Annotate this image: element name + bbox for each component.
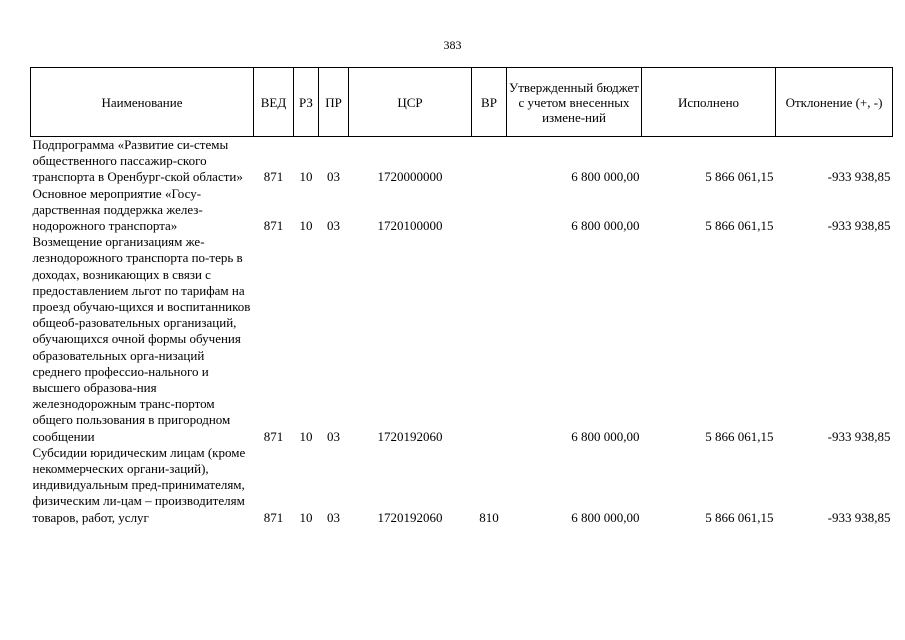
table-row [31,234,893,445]
row-deviation: -933 938,85 [827,218,891,234]
row-approved: 6 800 000,00 [571,428,640,444]
header-rz: РЗ [294,68,319,137]
row-name: Субсидии юридическим лицам (кроме некоммерческих органи-заций), индивидуальным пред-принимателям, физическим ли-цам – производителям товаров, работ, услуг [32,444,246,525]
row-deviation: -933 938,85 [827,169,891,185]
row-csr: 1720100000 [377,218,443,234]
row-rz: 10 [299,509,313,525]
row-ved: 871 [263,169,284,185]
row-rz: 10 [299,428,313,444]
row-ved: 871 [263,218,284,234]
row-rz: 10 [299,218,313,234]
row-pr: 03 [327,428,340,444]
table-header-row [31,68,893,137]
row-csr: 1720192060 [377,509,443,525]
row-name: Подпрограмма «Развитие си-стемы общественного пассажир-ского транспорта в Оренбург-ской области» [32,137,243,185]
row-deviation: -933 938,85 [827,428,891,444]
row-pr: 03 [327,169,340,185]
header-pr: ПР [319,68,349,137]
row-approved: 6 800 000,00 [571,509,640,525]
header-csr: ЦСР [349,68,472,137]
header-ved: ВЕД [254,68,294,137]
header-approved: Утвержденный бюджет с учетом внесенных измене-ний [507,68,642,137]
row-vr [472,234,507,445]
row-approved: 6 800 000,00 [571,169,640,185]
row-executed: 5 866 061,15 [705,169,774,185]
row-approved: 6 800 000,00 [571,218,640,234]
header-vr: ВР [472,68,507,137]
row-executed: 5 866 061,15 [705,509,774,525]
header-executed: Исполнено [642,68,776,137]
row-executed: 5 866 061,15 [705,428,774,444]
row-ved: 871 [263,428,284,444]
row-csr: 1720000000 [377,169,443,185]
row-pr: 03 [327,509,340,525]
row-name: Возмещение организациям же-лезнодорожного транспорта по-терь в доходах, возникающих в связи с предоставлением льгот по тарифам на проезд обучаю-щихся и воспитанников общеоб-разовательных организаций, обучающихся очной формы обучения образовательных орга-низаций среднего профессио-нального и высшего образова-ния железнодорожным транс-портом общего пользования в пригородном сообщении [32,234,251,444]
row-ved: 871 [263,509,284,525]
row-vr [472,137,507,186]
table-row [31,137,893,186]
row-name: Основное мероприятие «Госу-дарственная поддержка желез-нодорожного транспорта» [32,185,203,234]
header-name: Наименование [31,68,254,137]
table-row [31,186,893,235]
row-vr: 810 [479,509,499,525]
table-row [31,445,893,526]
budget-table [30,67,893,526]
row-rz: 10 [299,169,313,185]
row-executed: 5 866 061,15 [705,218,774,234]
row-deviation: -933 938,85 [827,509,891,525]
row-csr: 1720192060 [377,428,443,444]
page-number: 383 [443,38,462,52]
header-deviation: Отклонение (+, -) [776,68,893,137]
row-pr: 03 [327,218,340,234]
row-vr [472,186,507,235]
